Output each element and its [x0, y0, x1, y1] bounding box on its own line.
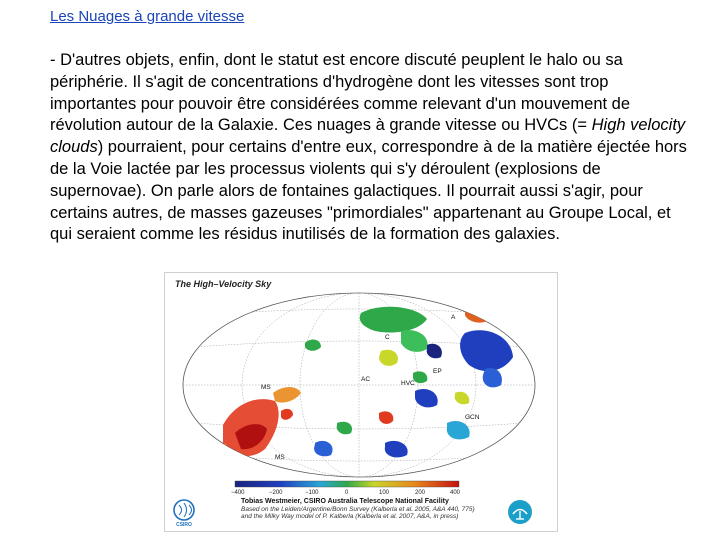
figure-credit	[241, 498, 501, 521]
figure-title: The High–Velocity Sky	[175, 279, 272, 289]
map-label-ms-2: MS	[275, 454, 285, 461]
body-text-part1: - D'autres objets, enfin, dont le statut est encore discuté peuplent le halo ou sa périphérie. Il s'agit de concentrations d'hydrogène dont les vitesses sont trop importantes pour pouvoir être considérées comme relevant d'un mouvement de révolution autour de la Galaxie. Ces nuages à grande vitesse ou HVCs (=	[50, 51, 631, 135]
map-label-gcn: GCN	[465, 414, 480, 421]
atnf-logo	[507, 499, 533, 530]
title-link[interactable]: Les Nuages à grande vitesse	[50, 8, 245, 25]
credit-line-1: Tobias Westmeier, CSIRO Australia Telescope National Facility	[241, 498, 449, 505]
credit-line-3: and the Milky Way model of P. Kalberla (Kalberla et al. 2007, A&A, in press)	[241, 513, 459, 520]
map-label-ms-1: MS	[261, 384, 271, 391]
colorbar-tick: −100	[305, 490, 319, 496]
colorbar-tick: 400	[450, 490, 461, 496]
body-paragraph	[50, 50, 690, 246]
velocity-colorbar	[235, 481, 459, 487]
map-label-ac: AC	[361, 376, 371, 383]
colorbar-tick: −200	[269, 490, 283, 496]
csiro-logo	[171, 499, 197, 532]
svg-text:CSIRO: CSIRO	[176, 522, 192, 527]
sky-map-svg	[165, 273, 557, 531]
map-label-a: A	[451, 314, 456, 321]
colorbar-tick: 200	[415, 490, 426, 496]
colorbar-tick: 100	[379, 490, 390, 496]
colorbar-tick: 0	[345, 490, 349, 496]
body-text-part2: ) pourraient, pour certains d'entre eux, correspondre à de la matière éjectée hors de la Voie lactée par les processus violents qui s'y déroulent (explosions de supernovae). On parle alors de fontaines galactiques. Il pourrait aussi s'agir, pour certains autres, de masses gazeuses "primordiales" appartenant au Groupe Local, et qui seraient comme les résidus inutilisés de la formation des galaxies.	[50, 138, 687, 244]
map-label-c: C	[385, 334, 390, 341]
colorbar-tick: −400	[231, 490, 245, 496]
colorbar-tick-labels	[231, 490, 461, 496]
map-label-ep: EP	[433, 368, 442, 375]
high-velocity-sky-figure	[164, 272, 558, 532]
credit-line-2: Based on the Leiden/Argentine/Bonn Survey (Kalberla et al. 2005, A&A 440, 775)	[241, 505, 475, 513]
map-label-hvc: HVC	[401, 380, 415, 387]
body-text-emphasis: High velocity clouds	[50, 116, 686, 157]
